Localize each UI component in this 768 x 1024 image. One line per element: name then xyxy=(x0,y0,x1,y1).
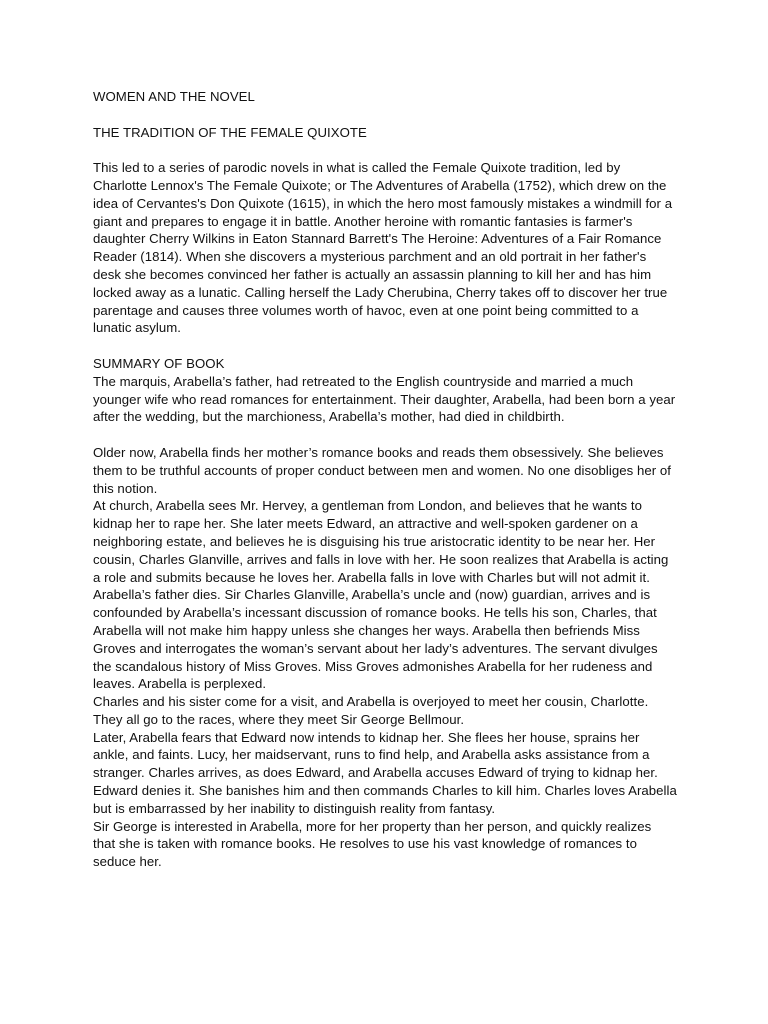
spacer xyxy=(93,337,677,355)
body-paragraph: Arabella’s father dies. Sir Charles Glanville, Arabella’s uncle and (now) guardian, arrives and is confounded by Arabella’s incessant discussion of romance books. He tells his son, Charles, that Arabella will not make him happy unless she changes her ways. Arabella then befriends Miss Groves and interrogates the woman’s servant about her lady’s adventures. The servant divulges the scandalous history of Miss Groves. Miss Groves admonishes Arabella for her rudeness and leaves. Arabella is perplexed. xyxy=(93,587,658,692)
summary-paragraph: The marquis, Arabella’s father, had retreated to the English countryside and married a much younger wife who read romances for entertainment. Their daughter, Arabella, had been born a year after the wedding, but the marchioness, Arabella’s mother, had died in childbirth. xyxy=(93,373,676,425)
body-paragraph: Charles and his sister come for a visit, and Arabella is overjoyed to meet her cousin, Charlotte. They all go to the races, where they meet Sir George Bellmour. xyxy=(93,694,649,727)
document-page xyxy=(93,88,677,871)
spacer xyxy=(93,141,677,159)
body-paragraph: Sir George is interested in Arabella, more for her property than her person, and quickly realizes that she is taken with romance books. He resolves to use his vast knowledge of romances to seduce her. xyxy=(93,818,652,870)
section-heading-tradition: THE TRADITION OF THE FEMALE QUIXOTE xyxy=(93,124,367,140)
spacer xyxy=(93,426,677,444)
document-title: WOMEN AND THE NOVEL xyxy=(93,89,255,104)
body-paragraph: Later, Arabella fears that Edward now intends to kidnap her. She flees her house, sprains her ankle, and faints. Lucy, her maidservant, runs to find help, and Arabella asks assistance from a stranger. Charles arrives, as does Edward, and Arabella accuses Edward of trying to kidnap her. Edward denies it. She banishes him and then commands Charles to kill him. Charles loves Arabella but is embarrassed by her inability to distinguish reality from fantasy. xyxy=(93,729,677,816)
intro-paragraph: This led to a series of parodic novels in what is called the Female Quixote tradition, led by Charlotte Lennox's The Female Quixote; or The Adventures of Arabella (1752), which drew on the idea of Cervantes's Don Quixote (1615), in which the hero most famously mistakes a windmill for a giant and prepares to engage it in battle. Another heroine with romantic fantasies is farmer's daughter Cherry Wilkins in Eaton Stannard Barrett's The Heroine: Adventures of a Fair Romance Reader (1814). When she discovers a mysterious parchment and an old portrait in her father's desk she becomes convinced her father is actually an assassin planning to kill her and has him locked away as a lunatic. Calling herself the Lady Cherubina, Cherry takes off to discover her true parentage and causes three volumes worth of havoc, even at one point being committed to a lunatic asylum. xyxy=(93,160,673,336)
section-heading-summary: SUMMARY OF BOOK xyxy=(93,355,225,371)
body-paragraph: Older now, Arabella finds her mother’s romance books and reads them obsessively. She believes them to be truthful accounts of proper conduct between men and women. No one disobliges her of this notion. xyxy=(93,444,671,496)
body-paragraph: At church, Arabella sees Mr. Hervey, a gentleman from London, and believes that he wants to kidnap her to rape her. She later meets Edward, an attractive and well-spoken gardener on a neighboring estate, and believes he is disguising his true aristocratic identity to be near her. Her cousin, Charles Glanville, arrives and falls in love with her. He soon realizes that Arabella is acting a role and submits because he loves her. Arabella falls in love with Charles but will not admit it. xyxy=(93,498,669,585)
spacer xyxy=(93,106,677,124)
